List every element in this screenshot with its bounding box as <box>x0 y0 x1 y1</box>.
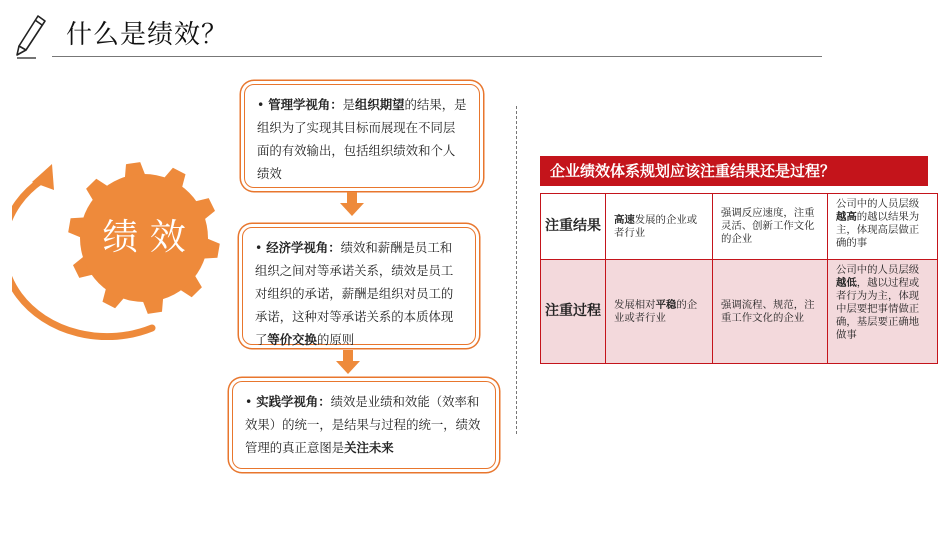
body-text: 强调反应速度，注重灵活、创新工作文化的企业 <box>721 207 815 245</box>
management-perspective-card <box>244 84 480 188</box>
table-cell <box>713 260 828 364</box>
page-title: 什么是绩效？ <box>66 20 229 50</box>
emphasis-text: 高速 <box>614 213 635 226</box>
emphasis-text: 关注未来 <box>344 440 394 455</box>
card-text: • 实践学视角：绩效是业绩和效能（效率和效果）的统一，是结果与过程的统一，绩效管理的真正意图是关注未来 <box>245 394 481 455</box>
table-cell <box>828 194 938 260</box>
gear-label: 绩 效 <box>102 217 186 258</box>
body-text: 强调流程、规范，注重工作文化的企业 <box>721 298 815 324</box>
row-header: 注重过程 <box>541 260 606 364</box>
card-heading: 管理学视角： <box>268 97 343 112</box>
body-text: 是 <box>342 97 355 112</box>
economics-perspective-card <box>242 227 476 345</box>
table-row <box>541 260 938 364</box>
table-cell <box>606 260 713 364</box>
body-text: 绩效和薪酬是员工和组织之间对等承诺关系，绩效是员工对组织的承诺，薪酬是组织对员工的承诺，这种对等承诺关系的本质体现了 <box>255 240 454 347</box>
emphasis-text: 等价交换 <box>267 332 317 347</box>
question-banner: 企业绩效体系规划应该注重结果还是过程？ <box>540 156 928 186</box>
emphasis-text: 越低 <box>836 277 857 289</box>
card-heading: 经济学视角： <box>266 240 341 255</box>
table-cell <box>606 194 713 260</box>
practice-perspective-card <box>232 381 496 469</box>
down-arrow-icon <box>336 350 360 374</box>
gear-graphic <box>12 160 232 340</box>
body-text: 的原则 <box>316 332 355 347</box>
down-arrow-icon <box>340 192 364 216</box>
title-divider <box>52 56 822 57</box>
emphasis-text: 平稳 <box>655 298 677 311</box>
table-row <box>541 194 938 260</box>
body-text: 的企业或者行业 <box>614 298 698 324</box>
comparison-table <box>540 193 938 364</box>
body-text: ，越以过程或者行为为主，体现中层要把事情做正确，基层要正确地做事 <box>836 277 920 341</box>
card-text: • 管理学视角：是组织期望的结果，是组织为了实现其目标而展现在不同层面的有效输出，包括组织绩效和个人绩效 <box>257 97 467 181</box>
pencil-icon <box>14 12 48 60</box>
body-text: 的结果，是组织为了实现其目标而展现在不同层面的有效输出，包括组织绩效和个人绩效 <box>257 97 467 181</box>
body-text: 发展的企业或者行业 <box>614 213 698 239</box>
gear-icon <box>12 160 232 340</box>
vertical-divider <box>516 106 517 434</box>
table-cell <box>828 260 938 364</box>
emphasis-text: 组织期望 <box>354 97 405 112</box>
body-text: 公司中的人员层级 <box>836 198 920 210</box>
body-text: 发展相对 <box>614 298 656 311</box>
body-text: 绩效是业绩和效能（效率和效果）的统一，是结果与过程的统一，绩效管理的真正意图是 <box>245 394 481 455</box>
body-text: 的越以结果为主，体现高层做正确的事 <box>836 211 920 249</box>
card-heading: 实践学视角： <box>256 394 331 409</box>
card-text: • 经济学视角：绩效和薪酬是员工和组织之间对等承诺关系，绩效是员工对组织的承诺，薪酬是组织对员工的承诺，这种对等承诺关系的本质体现了等价交换的原则 <box>255 240 454 347</box>
table-cell <box>713 194 828 260</box>
body-text: 公司中的人员层级 <box>836 264 920 276</box>
row-header: 注重结果 <box>541 194 606 260</box>
emphasis-text: 越高 <box>836 211 857 223</box>
